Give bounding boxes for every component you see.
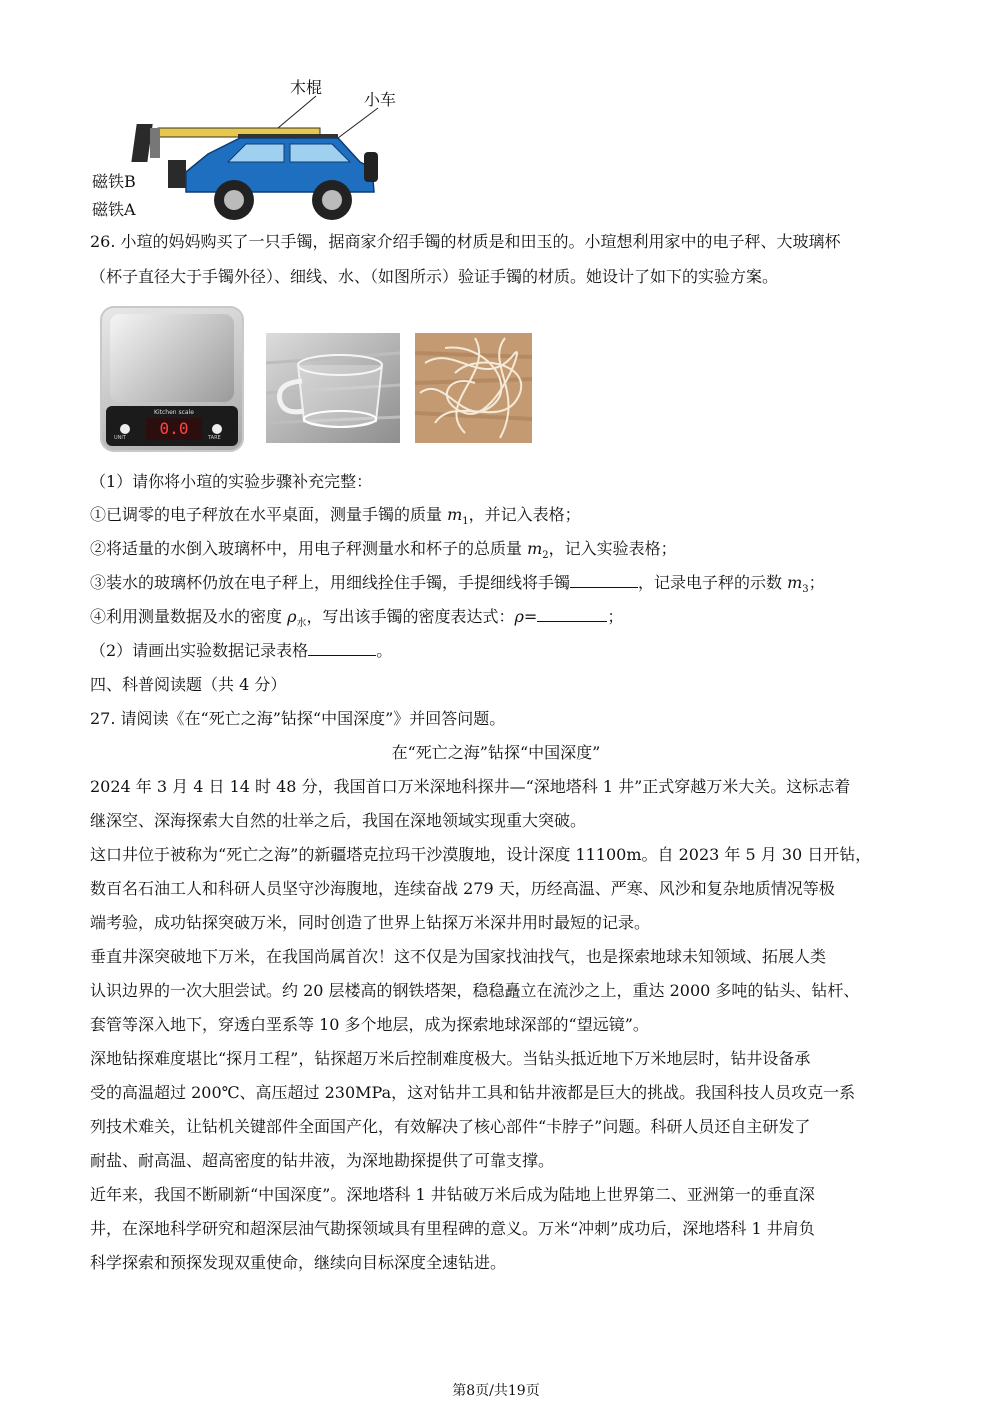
step3-answer-blank[interactable] [570,571,638,588]
article-p3-line1: 垂直井深突破地下万米，在我国尚属首次！这不仅是为国家找油找气，也是探索地球未知领域、拓展人类 [90,947,827,966]
tare-button-icon [212,424,222,434]
kitchen-scale-image [100,306,244,452]
article-p3-line2: 认识边界的一次大胆尝试。约 20 层楼高的钢铁塔架，稳稳矗立在流沙之上，重达 2000 多吨的钻头、钻杆、 [90,981,860,1000]
step2-text: ②将适量的水倒入玻璃杯中，用电子秤测量水和杯子的总质量 [90,539,528,558]
label-stick: 木棍 [290,78,323,97]
step4-rho2: ρ [514,607,524,626]
step2-sub: 2 [542,550,549,562]
step4-text-mid: ，写出该手镯的密度表达式： [306,607,515,626]
label-magnet-b: 磁铁B [92,172,136,191]
article-p5-line2: 井，在深地科学研究和超深层油气勘探领域具有里程碑的意义。万米“冲刺”成功后，深地塔科 1 井肩负 [90,1219,815,1238]
step3-text: ③装水的玻璃杯仍放在电子秤上，用细线拴住手镯，手提细线将手镯 [90,573,571,592]
q26-step-3 [90,571,910,602]
page-number: 第8页/共19页 [452,1383,540,1399]
q26-step-1 [90,503,910,534]
label-magnet-a: 磁铁A [92,200,136,219]
scale-brand: Kitchen scale [154,409,194,416]
article-p5-line1: 近年来，我国不断刷新“中国深度”。深地塔科 1 井钻破万米后成为陆地上世界第二、亚洲第一的垂直深 [90,1185,815,1204]
thin-string-image [415,333,532,443]
q26-step-2 [90,537,910,568]
step1-text: ①已调零的电子秤放在水平桌面，测量手镯的质量 [90,505,448,524]
q26-line-1: 26. 小瑄的妈妈购买了一只手镯，据商家介绍手镯的材质是和田玉的。小瑄想利用家中的电子秤、大玻璃杯 [90,232,841,251]
article-title: 在“死亡之海”钻探“中国深度” [391,743,601,762]
section-4-heading: 四、科普阅读题（共 4 分） [90,675,287,694]
car-magnet-figure [88,72,408,224]
article-p4-line2: 受的高温超过 200℃、高压超过 230MPa，这对钻井工具和钻井液都是巨大的挑战。我国科技人员攻克一系 [90,1083,856,1102]
step4-answer-blank[interactable] [537,605,607,622]
step4-text: ④利用测量数据及水的密度 [90,607,288,626]
article-p2-line2: 数百名石油工人和科研人员坚守沙海腹地，连续奋战 279 天，历经高温、严寒、风沙和复杂地质情况等极 [90,879,835,898]
article-p4-line4: 耐盐、耐高温、超高密度的钻井液，为深地勘探提供了可靠支撑。 [90,1151,555,1170]
step4-eq: = [523,607,538,626]
scale-tare-label: TARE [208,435,221,441]
step1-var: m [447,505,463,524]
step3-text-mid: ，记录电子秤的示数 [638,573,788,592]
magnet-a [168,160,186,188]
article-p5-line3: 科学探索和预探发现双重使命，继续向目标深度全速钻进。 [90,1253,507,1272]
article-p1-line1: 2024 年 3 月 4 日 14 时 48 分，我国首口万米深地科探井—“深地塔科 1 井”正式穿越万米大关。这标志着 [90,777,851,796]
step4-text-end: ； [607,607,624,626]
q26-part1-intro: （1）请你将小瑄的实验步骤补充完整： [90,472,373,491]
article-p1-line2: 继深空、深海探索大自然的壮举之后，我国在深地领域实现重大突破。 [90,811,587,830]
glass-cup-image [266,333,400,443]
article-p2-line1: 这口井位于被称为“死亡之海”的新疆塔克拉玛干沙漠腹地，设计深度 11100m。自 2023 年 5 月 30 日开钻， [90,845,872,864]
part2-answer-blank[interactable] [308,639,376,656]
label-car: 小车 [364,90,397,109]
article-p4-line3: 列技术难关，让钻机关键部件全面国产化，有效解决了核心部件“卡脖子”问题。科研人员还自主研发了 [90,1117,811,1136]
q26-step-4 [90,605,910,636]
article-p4-line1: 深地钻探难度堪比“探月工程”，钻探超万米后控制难度极大。当钻头抵近地下万米地层时，钻井设备承 [90,1049,811,1068]
step2-var: m [527,539,543,558]
step4-sub: 水 [296,618,307,630]
step4-rho: ρ [287,607,297,626]
unit-button-icon [120,424,130,434]
q26-part2 [90,639,910,663]
step3-sub: 3 [802,584,809,596]
article-p2-line3: 端考验，成功钻探突破万米，同时创造了世界上钻探万米深井用时最短的记录。 [90,913,651,932]
scale-display: 0.0 [146,418,202,440]
step2-text-end: ，记入实验表格； [548,539,677,558]
q27-intro: 27. 请阅读《在“死亡之海”钻探“中国深度”》并回答问题。 [90,709,506,728]
part2-text-end: 。 [376,641,393,660]
step3-text-end: ； [808,573,825,592]
step1-text-end: ，并记入表格； [468,505,581,524]
step1-sub: 1 [462,516,469,528]
step3-var: m [787,573,803,592]
article-p3-line3: 套管等深入地下，穿透白垩系等 10 多个地层，成为探索地球深部的“望远镜”。 [90,1015,649,1034]
part2-text: （2）请画出实验数据记录表格 [90,641,309,660]
scale-unit-label: UNIT [114,435,126,441]
q26-line-2: （杯子直径大于手镯外径）、细线、水、（如图所示）验证手镯的材质。她设计了如下的实验方案。 [90,267,779,286]
